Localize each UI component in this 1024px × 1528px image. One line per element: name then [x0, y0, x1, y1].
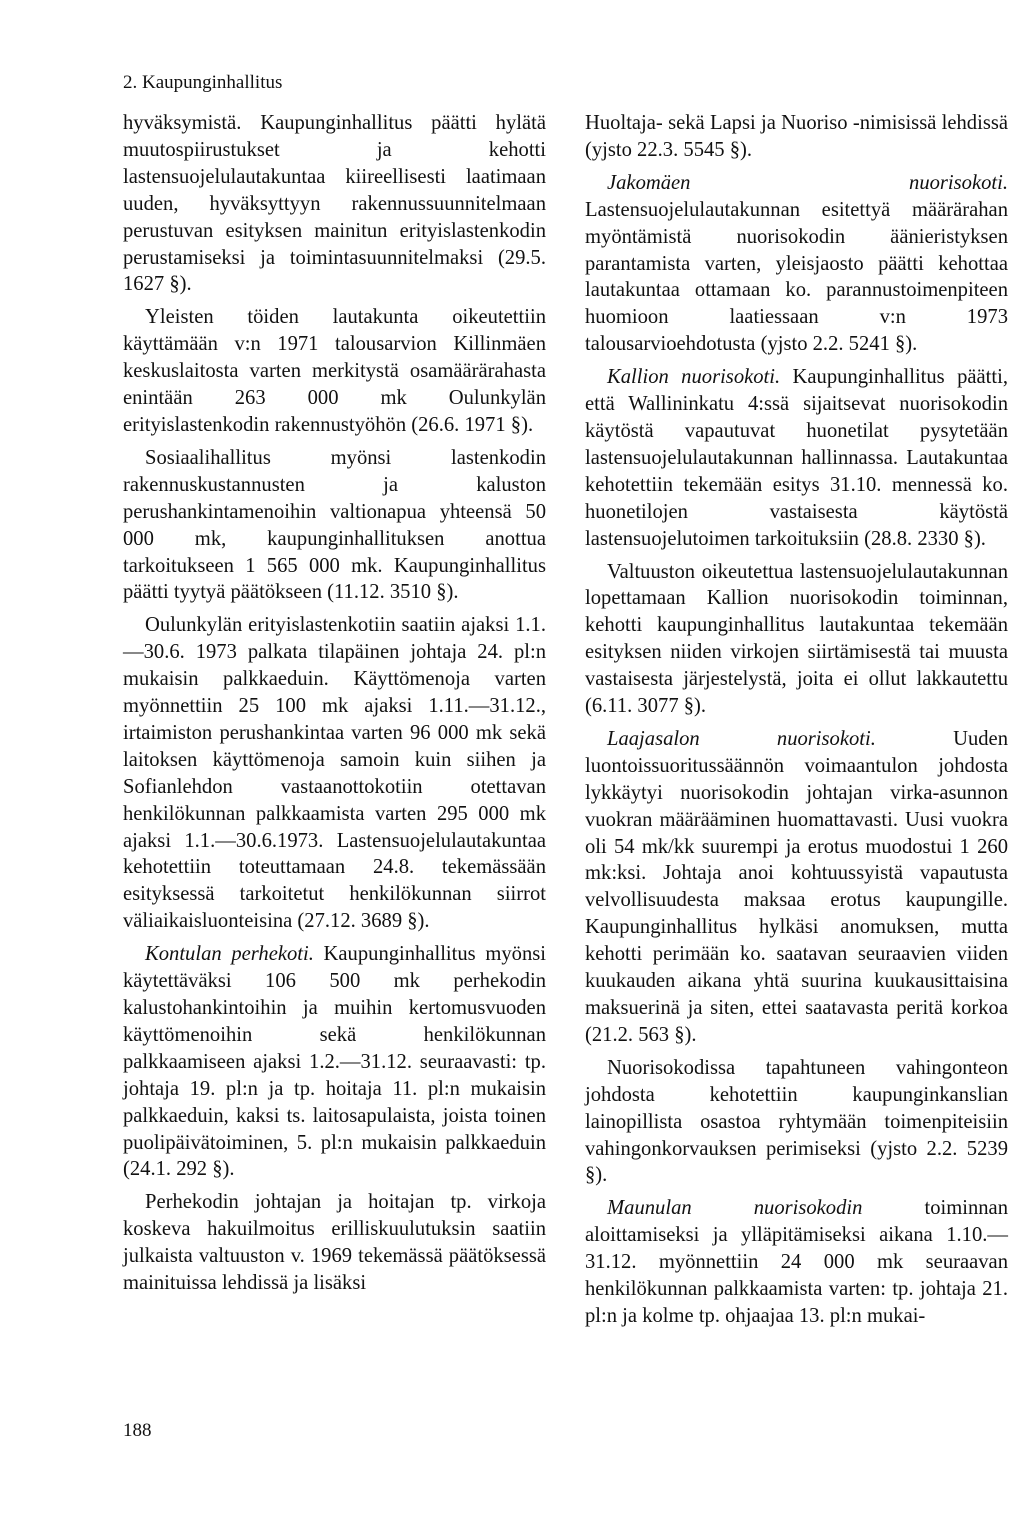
- paragraph-text: Kaupunginhallitus päätti, että Wallininkatu 4:ssä sijaitsevat nuorisokodin käytöstä vapautuvat huonetilat pysytetään lastensuojelulautakunnan hallinnassa. Lautakuntaa kehotettiin tekemään esitys 31.10. mennessä ko. huonetilojen vastaisesta käytöstä lastensuojelutoimen tarkoituksiin (28.8. 2330 §).: [585, 366, 1008, 550]
- paragraph: [585, 1195, 1008, 1330]
- paragraph: [123, 110, 546, 298]
- paragraph: [123, 941, 546, 1183]
- section-heading: Jakomäen nuorisokoti.: [607, 171, 1008, 194]
- paragraph-text: Sosiaalihallitus myönsi lastenkodin rakennuskustannusten ja kaluston perushankintamenoihin valtionapua yhteensä 50 000 mk, kaupunginhallituksen anottua tarkoitukseen 1 565 000 mk. Kaupunginhallitus päätti tyytyä päätökseen (11.12. 3510 §).: [123, 446, 546, 604]
- paragraph-text: Oulunkylän erityislastenkotiin saatiin ajaksi 1.1.—30.6. 1973 palkata tilapäinen johtaja 24. pl:n mukaisin palkkaeduin. Käyttömenoja varten myönnettiin 25 100 mk ajaksi 1.11.—31.12., irtaimiston perushankintaa varten 96 000 mk sekä laitoksen käyttömenoja samoin kuin siihen ja Sofianlehdon vastaanottokotiin otettavan henkilökunnan palkkaamista varten 295 000 mk ajaksi 1.1.—30.6.1973. Lastensuojelulautakuntaa kehotettiin toteuttamaan 24.8. tekemässään esityksessä tarkoitetut henkilökunnan siirrot väliaikaisluonteisina (27.12. 3689 §).: [123, 614, 546, 933]
- paragraph-text: Uuden luontoissuoritussäännön voimaantulon johdosta lykkäytyi nuorisokodin johtajan virka-asunnon vuokran määrääminen huomattavasti. Uusi vuokra oli 54 mk/kk suurempi ja erotus muodostui 1 260 mk:ksi. Johtaja anoi kohtuussyistä vapautusta velvollisuudesta maksaa erotus kaupungille. Kaupunginhallitus hylkäsi anomuksen, mutta kehotti perimään ko. saatavan seuraavien viiden kuukauden aikana yhtä suurina kuukausittaisina maksuerinä ja siten, ettei saatavasta peritä korkoa (21.2. 563 §).: [585, 727, 1008, 1046]
- paragraph: [123, 304, 546, 439]
- paragraph: [585, 170, 1008, 358]
- paragraph: [123, 1189, 546, 1297]
- paragraph-text: Perhekodin johtajan ja hoitajan tp. virkoja koskeva hakuilmoitus erilliskuulutuksin saatiin julkaista valtuuston v. 1969 tekemässä päätöksessä mainituissa lehdissä ja lisäksi: [123, 1191, 546, 1295]
- section-heading: Kontulan perhekoti.: [145, 943, 314, 966]
- paragraph: [585, 364, 1008, 552]
- paragraph-text: Kaupunginhallitus myönsi käytettäväksi 106 500 mk perhekodin kalustohankintoihin ja muihin kertomusvuoden käyttömenoihin sekä henkilökunnan palkkaamiseen ajaksi 1.2.—31.12. seuraavasti: tp. johtaja 19. pl:n ja tp. hoitaja 11. pl:n mukaisin palkkaeduin, kaksi ts. laitosapulaista, joista toinen puolipäivätoiminen, 5. pl:n mukaisin palkkaeduin (24.1. 292 §).: [123, 943, 546, 1181]
- paragraph-text: hyväksymistä. Kaupunginhallitus päätti hylätä muutospiirustukset ja kehotti lastensuojelulautakuntaa kiireellisesti laatimaan uuden, hyväksyttyyn rakennussuunnitelmaan perustuvan esityksen mainitun erityislastenkodin perustamiseksi ja toimintasuunnitelmaksi (29.5. 1627 §).: [123, 112, 546, 296]
- paragraph-text: Nuorisokodissa tapahtuneen vahingonteon johdosta kehotettiin kaupunginkanslian lainopillista osastoa ryhtymään toimenpiteisiin vahingonkorvauksen perimiseksi (yjsto 2.2. 5239 §).: [585, 1056, 1008, 1187]
- paragraph-text: Valtuuston oikeutettua lastensuojelulautakunnan lopettamaan Kallion nuorisokodin toiminnan, kehotti kaupunginhallitus lautakuntaa tekemään esityksen niiden virkojen siirtämisestä tai muusta vastaisesta järjestelystä, joita ei ollut lakkautettu (6.11. 3077 §).: [585, 560, 1008, 718]
- paragraph: [585, 559, 1008, 720]
- left-column: [123, 110, 546, 1303]
- paragraph-text: Yleisten töiden lautakunta oikeutettiin käyttämään v:n 1971 talousarvion Killinmäen keskuslaitosta varten merkitystä osamäärärahasta enintään 263 000 mk Oulunkylän erityislastenkodin rakennustyöhön (26.6. 1971 §).: [123, 306, 546, 436]
- page-number: 188: [123, 1420, 152, 1441]
- running-head: 2. Kaupunginhallitus: [123, 72, 283, 93]
- paragraph-text: Lastensuojelulautakunnan esitettyä määrärahan myöntämistä nuorisokodin äänieristyksen parantamista varten, yleisjaosto päätti kehottaa lautakuntaa ottamaan ko. parannustoimenpiteen huomioon laatiessaan v:n 1973 talousarvioehdotusta (yjsto 2.2. 5241 §).: [585, 198, 1008, 356]
- paragraph-text: Huoltaja- sekä Lapsi ja Nuoriso -nimisissä lehdissä (yjsto 22.3. 5545 §).: [585, 112, 1008, 161]
- paragraph-text: toiminnan aloittamiseksi ja ylläpitämiseksi aikana 1.10.—31.12. myönnettiin 24 000 mk seuraavan henkilökunnan palkkaamista varten: tp. johtaja 21. pl:n ja kolme tp. ohjaajaa 13. pl:n mukai-: [585, 1197, 1008, 1327]
- paragraph: [585, 110, 1008, 164]
- right-column: [585, 110, 1008, 1336]
- paragraph: [123, 445, 546, 606]
- paragraph: [123, 612, 546, 935]
- section-heading: Laajasalon nuorisokoti.: [607, 727, 876, 750]
- section-heading: Kallion nuorisokoti.: [607, 366, 781, 389]
- section-heading: Maunulan nuorisokodin: [607, 1197, 863, 1220]
- paragraph: [585, 1055, 1008, 1190]
- paragraph: [585, 726, 1008, 1049]
